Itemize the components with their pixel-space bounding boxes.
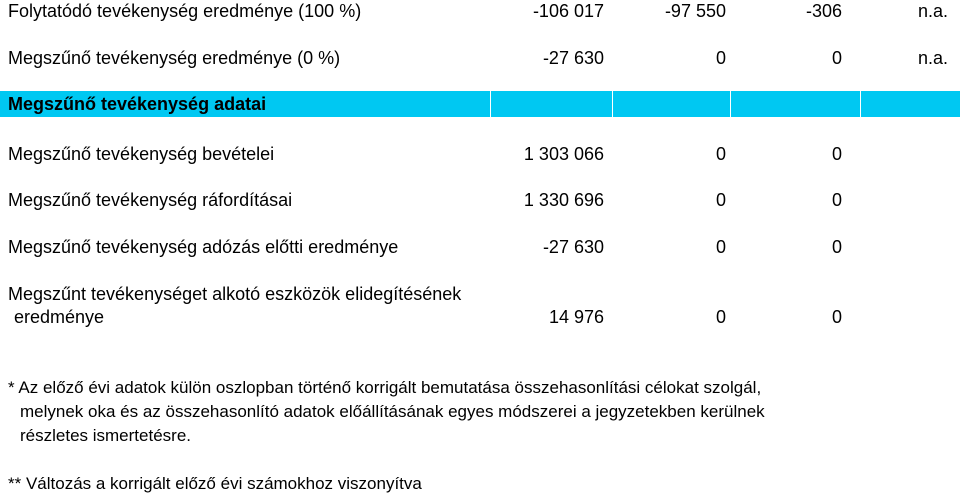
table-row [0, 143, 960, 169]
section-header [0, 91, 960, 117]
value-col-4: n.a. [918, 48, 949, 68]
column-divider [860, 91, 861, 117]
row-label: Megszűnő tevékenység eredménye (0 %) [8, 48, 341, 68]
value-col-4: n.a. [918, 1, 949, 21]
row-label-line-2: eredménye [14, 307, 105, 327]
footnote-2-text: ** Változás a korrigált előző évi számokhoz viszonyítva [8, 474, 422, 493]
value-col-3: 0 [831, 307, 842, 327]
value-col-2: 0 [715, 307, 726, 327]
value-col-3: 0 [831, 48, 842, 68]
table-row [0, 236, 960, 262]
row-label-line-1: Megszűnt tevékenységet alkotó eszközök elidegítésének [8, 284, 462, 304]
value-col-1: 1 330 696 [523, 190, 604, 210]
footnote-1-line-3: részletes ismertetésre. [20, 426, 191, 445]
footnote-2 [8, 472, 422, 496]
value-col-1: -27 630 [542, 237, 604, 257]
value-col-1: 1 303 066 [523, 144, 604, 164]
row-label: Folytatódó tevékenység eredménye (100 %) [8, 1, 362, 21]
column-divider [490, 91, 491, 117]
value-col-3: 0 [831, 190, 842, 210]
footnote-1-line-1: * Az előző évi adatok külön oszlopban történő korrigált bemutatása összehasonlítási célokat szolgál, [8, 378, 762, 397]
footnote-1 [8, 376, 765, 448]
value-col-2: -97 550 [664, 1, 726, 21]
value-col-3: -306 [805, 1, 842, 21]
value-col-1: -27 630 [542, 48, 604, 68]
footnote-1-line-2: melynek oka és az összehasonlító adatok előállításának egyes módszerei a jegyzetekben kerülnek [20, 402, 765, 421]
value-col-3: 0 [831, 144, 842, 164]
table-row [0, 283, 960, 333]
value-col-2: 0 [715, 144, 726, 164]
row-label: Megszűnő tevékenység ráfordításai [8, 190, 293, 210]
table-row [0, 0, 960, 26]
section-header-label: Megszűnő tevékenység adatai [8, 94, 267, 114]
value-col-2: 0 [715, 190, 726, 210]
column-divider [730, 91, 731, 117]
row-label: Megszűnő tevékenység bevételei [8, 144, 275, 164]
table-row [0, 47, 960, 73]
value-col-1: 14 976 [548, 307, 604, 327]
value-col-2: 0 [715, 48, 726, 68]
row-label: Megszűnő tevékenység adózás előtti eredménye [8, 237, 399, 257]
column-divider [612, 91, 613, 117]
value-col-3: 0 [831, 237, 842, 257]
value-col-2: 0 [715, 237, 726, 257]
value-col-1: -106 017 [532, 1, 604, 21]
table-row [0, 189, 960, 215]
